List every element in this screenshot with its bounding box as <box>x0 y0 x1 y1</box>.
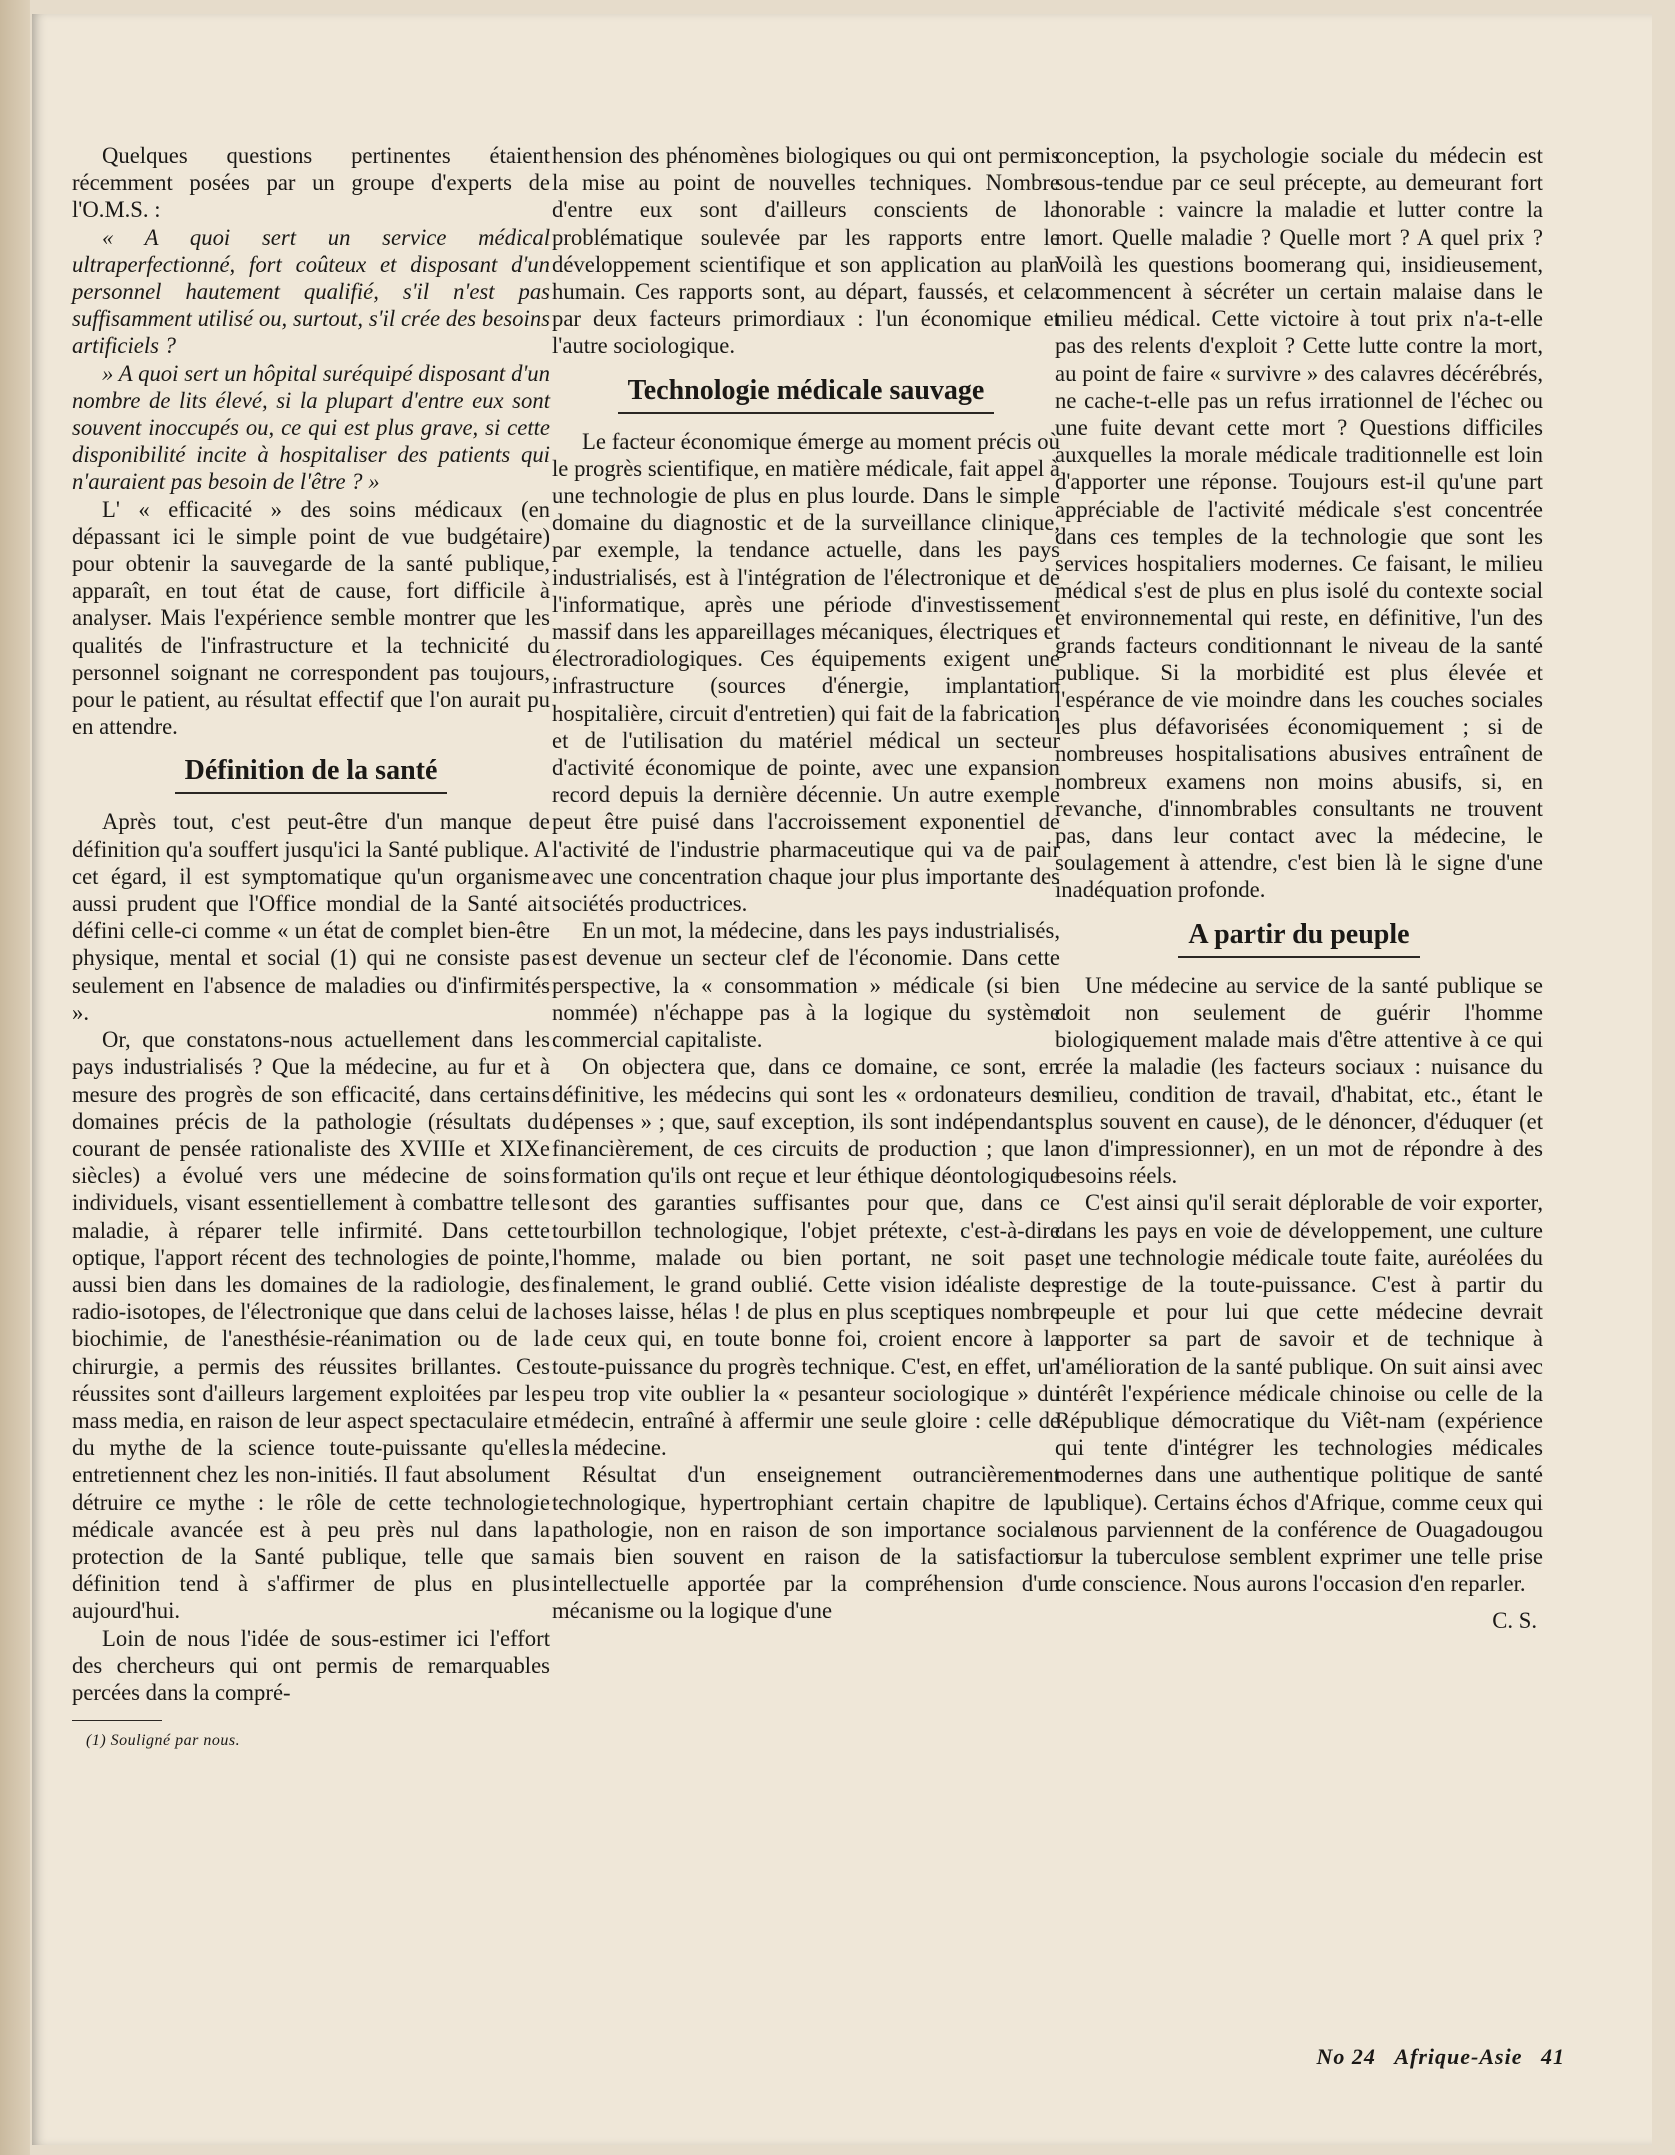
oms-quote-2: » A quoi sert un hôpital suréquipé disposant d'un nombre de lits élevé, si la plupart d'entre eux sont souvent inoccupés ou, ce qui est plus grave, si cette disponibilité incite à hospitaliser des patients qui n'auraient pas besoin de l'être ? » <box>72 360 550 495</box>
continuation-paragraph: conception, la psychologie sociale du médecin est sous-tendue par ce seul précepte, au demeurant fort honorable : vaincre la maladie et lutter contre la mort. Quelle maladie ? Quelle mort ? A quel prix ? Voilà les questions boomerang qui, insidieusement, commencent à sécréter un certain malaise dans le milieu médical. Cette victoire à tout prix n'a-t-elle pas des relents d'exploit ? Cette lutte contre la mort, au point de faire « survivre » des calavres décérébrés, ne cache-t-elle pas un refus irrationnel de l'échec ou une fuite devant cette mort ? Questions difficiles auxquelles la morale médicale traditionnelle est loin d'apporter une réponse. Toujours est-il qu'une part appréciable de l'activité médicale s'est concentrée dans ces temples de la technologie que sont les services hospitaliers modernes. Ce faisant, le milieu médical s'est de plus en plus isolé du contexte social et environnemental qui reste, en définitive, l'un des grands facteurs conditionnant le niveau de la santé publique. Si la morbidité est plus élevée et l'espérance de vie moindre dans les couches sociales les plus défavorisées économiquement ; si de nombreuses hospitalisations abusives entraînent de nombreux examens non moins abusifs, si, en revanche, d'innombrables consultants ne trouvent pas, dans leur contact avec la médecine, le soulagement à attendre, c'est bien là le signe d'une inadéquation profonde. <box>1055 143 1543 903</box>
page-number: 41 <box>1541 2044 1565 2069</box>
mot-paragraph: En un mot, la médecine, dans les pays industrialisés, est devenue un secteur clef de l'économie. Dans cette perspective, la « consommation » médicale (si bien nommée) n'échappe pas à la logique du système commercial capitaliste. <box>552 918 1060 1053</box>
page-folio <box>1304 2044 1565 2070</box>
heading-definition-sante: Définition de la santé <box>175 754 448 794</box>
loin-paragraph: Loin de nous l'idée de sous-estimer ici l'effort des chercheurs qui ont permis de remarquables percées dans la compré- <box>72 1625 550 1705</box>
section-heading-wrap <box>1055 918 1543 958</box>
column-3 <box>1055 142 1543 1635</box>
intro-paragraph: Quelques questions pertinentes étaient récemment posées par un groupe d'experts de l'O.M.S. : <box>72 143 550 223</box>
footnote: (1) Souligné par nous. <box>86 1732 241 1750</box>
efficacite-paragraph: L' « efficacité » des soins médicaux (en dépassant ici le simple point de vue budgétaire) pour obtenir la sauvegarde de la santé publique, apparaît, en tout état de cause, fort difficile à analyser. Mais l'expérience semble montrer que les qualités de l'infrastructure et la technicité du personnel soignant ne correspondent pas toujours, pour le patient, au résultat effectif que l'on aurait pu en attendre. <box>72 496 550 740</box>
heading-partir-peuple: A partir du peuple <box>1178 918 1419 958</box>
author-signature: C. S. <box>1492 1608 1537 1634</box>
magazine-name: Afrique-Asie <box>1394 2044 1523 2069</box>
section-heading-wrap <box>552 374 1060 414</box>
facing-page-edge <box>0 0 30 2155</box>
oms-quote-1: « A quoi sert un service médical ultraperfectionné, fort coûteux et disposant d'un personnel hautement qualifié, s'il n'est pas suffisamment utilisé ou, surtout, s'il crée des besoins artificiels ? <box>72 224 550 359</box>
column-2 <box>552 142 1060 1625</box>
constatons-paragraph: Or, que constatons-nous actuellement dans les pays industrialisés ? Que la médecine, au fur et à mesure des progrès de son efficacité, dans certains domaines précis de la pathologie (résultats du courant de pensée rationaliste des XVIIIe et XIXe siècles) a évolué vers une médecine de soins individuels, visant essentiellement à combattre telle maladie, à réparer telle infirmité. Dans cette optique, l'apport récent des technologies de pointe, aussi bien dans les domaines de la radiologie, des radio-isotopes, de l'électronique que dans celui de la biochimie, de l'anesthésie-réanimation ou de la chirurgie, a permis des réussites brillantes. Ces réussites sont d'ailleurs largement exploitées par les mass media, en raison de leur aspect spectaculaire et du mythe de la science toute-puissante qu'elles entretiennent chez les non-initiés. Il faut absolument détruire ce mythe : le rôle de cette technologie médicale avancée est à peu près nul dans la protection de la Santé publique, telle que sa définition tend à s'affirmer de plus en plus aujourd'hui. <box>72 1027 550 1624</box>
heading-technologie-medicale: Technologie médicale sauvage <box>618 374 995 414</box>
section-heading-wrap <box>72 754 550 794</box>
facteur-paragraph: Le facteur économique émerge au moment précis où le progrès scientifique, en matière médicale, fait appel à une technologie de plus en plus lourde. Dans le simple domaine du diagnostic et de la surveillance clinique, par exemple, la tendance actuelle, dans les pays industrialisés, est à l'intégration de l'électronique et de l'informatique, après une période d'investissement massif dans les appareillages mécaniques, électriques et électroradiologiques. Ces équipements exigent une infrastructure (sources d'énergie, implantation hospitalière, circuit d'entretien) qui fait de la fabrication et de l'utilisation du matériel médical un secteur d'activité économique de pointe, avec une expansion record depuis la dernière décennie. Un autre exemple peut être puisé dans l'accroissement exponentiel de l'activité de l'industrie pharmaceutique qui va de pair avec une concentration chaque jour plus importante des sociétés productrices. <box>552 428 1060 917</box>
definition-paragraph: Après tout, c'est peut-être d'un manque de définition qu'a souffert jusqu'ici la Santé publique. A cet égard, il est symptomatique qu'un organisme aussi prudent que l'Office mondial de la Santé ait défini celle-ci comme « un état de complet bien-être physique, mental et social (1) qui ne consiste pas seulement en l'absence de maladies ou d'infirmités ». <box>72 809 550 1025</box>
resultat-paragraph: Résultat d'un enseignement outrancièrement technologique, hypertrophiant certain chapitre de la pathologie, non en raison de son importance sociale mais bien souvent en raison de la satisfaction intellectuelle apportée par la compréhension d'un mécanisme ou la logique d'une <box>552 1462 1060 1624</box>
ainsi-paragraph: C'est ainsi qu'il serait déplorable de voir exporter, dans les pays en voie de développement, une culture et une technologie médicale toute faite, auréolées du prestige de la toute-puissance. C'est à partir du peuple et pour lui que cette médecine devrait apporter sa part de savoir et de technique à l'amélioration de la santé publique. On suit ainsi avec intérêt l'expérience médicale chinoise ou celle de la République démocratique du Viêt-nam (expérience qui tente d'intégrer les technologies médicales modernes dans une authentique politique de santé publique). Certains échos d'Afrique, comme ceux qui nous parviennent de la conférence de Ouagadougou sur la tuberculose semblent exprimer une telle prise de conscience. Nous aurons l'occasion d'en reparler. <box>1055 1190 1543 1597</box>
continuation-paragraph: hension des phénomènes biologiques ou qui ont permis la mise au point de nouvelles techniques. Nombre d'entre eux sont d'ailleurs conscients de la problématique soulevée par les rapports entre le développement scientifique et son application au plan humain. Ces rapports sont, au départ, faussés, et cela par deux facteurs primordiaux : l'un économique et l'autre sociologique. <box>552 143 1060 359</box>
medecine-paragraph: Une médecine au service de la santé publique se doit non seulement de guérir l'homme biologiquement malade mais d'être attentive à ce qui crée la maladie (les facteurs sociaux : nuisance du milieu, condition de travail, d'habitat, etc., étant le plus souvent en cause), de le dénoncer, d'éduquer (et non d'impressionner), en un mot de répondre à des besoins réels. <box>1055 972 1543 1189</box>
footnote-divider <box>72 1720 162 1721</box>
objectera-paragraph: On objectera que, dans ce domaine, ce sont, en définitive, les médecins qui sont les « ordonateurs des dépenses » ; que, sauf exception, ils sont indépendants, financièrement, de ces circuits de production ; que la formation qu'ils ont reçue et leur éthique déontologique sont des garanties suffisantes pour que, dans ce tourbillon technologique, l'objet prétexte, c'est-à-dire l'homme, malade ou bien portant, ne soit pas, finalement, le grand oublié. Cette vision idéaliste des choses laisse, hélas ! de plus en plus sceptiques nombre de ceux qui, en toute bonne foi, croient encore à la toute-puissance du progrès technique. C'est, en effet, un peu trop vite oublier la « pesanteur sociologique » du médecin, entraîné à affermir une seule gloire : celle de la médecine. <box>552 1054 1060 1461</box>
issue-number: No 24 <box>1316 2044 1376 2069</box>
column-1 <box>72 142 550 1754</box>
